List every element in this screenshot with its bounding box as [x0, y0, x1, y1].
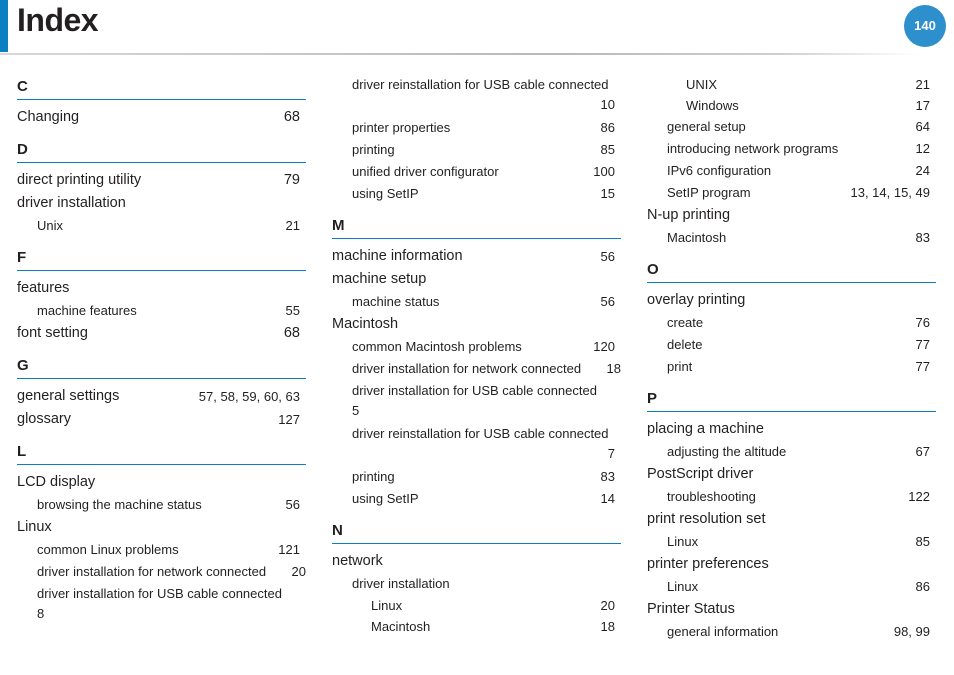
page-ref[interactable]: 15 — [600, 186, 615, 201]
page-ref[interactable]: 14 — [600, 491, 615, 506]
index-subentry-using-setip[interactable]: using SetIP 15 — [332, 183, 621, 205]
page-ref[interactable]: 120 — [593, 339, 615, 354]
index-entry-machine-information[interactable]: machine information 56 — [332, 245, 621, 268]
header-accent-bar — [0, 0, 8, 52]
page-ref[interactable]: 56 — [600, 294, 615, 309]
page-ref[interactable]: 86 — [915, 579, 930, 594]
index-subentry-mac-driver-usb[interactable]: driver installation for USB cable connected — [352, 383, 597, 398]
page-title: Index — [17, 2, 99, 38]
index-subentry-overlay-print[interactable]: print 77 — [647, 356, 936, 378]
index-subentry-general-setup[interactable]: general setup 64 — [647, 116, 936, 138]
index-subentry-adjusting-altitude[interactable]: adjusting the altitude 67 — [647, 441, 936, 463]
index-subentry-troubleshooting[interactable]: troubleshooting 122 — [647, 486, 936, 508]
page-ref[interactable]: 57, 58, 59, 60, 63 — [198, 389, 300, 404]
index-entry-glossary[interactable]: glossary 127 — [17, 408, 306, 431]
index-entry-linux: Linux — [17, 519, 52, 535]
index-subentry-browsing-machine-status[interactable]: browsing the machine status 56 — [17, 494, 306, 516]
page-ref[interactable]: 56 — [285, 497, 300, 512]
index-subentry-network-driver-installation: driver installation — [352, 576, 450, 591]
section-letter-f: F — [17, 245, 306, 271]
index-entry-font-setting[interactable]: font setting 68 — [17, 322, 306, 345]
index-subentry-unix[interactable]: Unix 21 — [17, 215, 306, 237]
index-subentry-n-up-macintosh[interactable]: Macintosh 83 — [647, 227, 936, 249]
section-letter-d: D — [17, 137, 306, 163]
index-entry-macintosh: Macintosh — [332, 316, 399, 332]
section-letter-l: L — [17, 439, 306, 465]
section-letter-m: M — [332, 213, 621, 239]
header-divider — [0, 53, 920, 55]
page-ref[interactable]: 12 — [915, 141, 930, 156]
index-entry-n-up-printing: N-up printing — [647, 207, 731, 223]
index-entry-print-resolution-set: print resolution set — [647, 511, 766, 527]
page-ref[interactable]: 8 — [37, 606, 45, 621]
page-ref[interactable]: 98, 99 — [893, 624, 930, 639]
index-subentry-linux-driver-network[interactable]: driver installation for network connected 20 — [17, 561, 306, 583]
page-ref[interactable]: 20 — [600, 598, 615, 613]
index-subsubentry-network-macintosh[interactable]: Macintosh 18 — [332, 616, 621, 637]
index-entry-general-settings[interactable]: general settings 57, 58, 59, 60, 63 — [17, 385, 306, 408]
index-subentry-ipv6-configuration[interactable]: IPv6 configuration 24 — [647, 160, 936, 182]
page-ref[interactable]: 67 — [915, 444, 930, 459]
page-ref[interactable]: 21 — [915, 77, 930, 92]
section-letter-o: O — [647, 257, 936, 283]
index-entry-printer-preferences: printer preferences — [647, 556, 769, 572]
page-ref[interactable]: 83 — [600, 469, 615, 484]
index-subsubentry-network-linux[interactable]: Linux 20 — [332, 595, 621, 616]
index-subentry-mac-driver-reinstall[interactable]: driver reinstallation for USB cable connected — [352, 426, 609, 441]
index-entry-network: network — [332, 553, 383, 569]
page-ref[interactable]: 21 — [285, 218, 300, 233]
index-subentry-mac-driver-network[interactable]: driver installation for network connected 18 — [332, 358, 621, 380]
index-column-1 — [17, 74, 306, 626]
index-subentry-machine-features[interactable]: machine features 55 — [17, 300, 306, 322]
index-subentry-general-information[interactable]: general information 98, 99 — [647, 621, 936, 643]
index-entry-changing[interactable]: Changing 68 — [17, 106, 306, 129]
page-ref[interactable]: 56 — [600, 249, 615, 264]
index-subentry-overlay-delete[interactable]: delete 77 — [647, 334, 936, 356]
index-subentry-printer-properties[interactable]: printer properties 86 — [332, 117, 621, 139]
index-entry-features: features — [17, 280, 70, 296]
page-ref[interactable]: 127 — [278, 412, 300, 427]
index-entry-lcd-display: LCD display — [17, 474, 96, 490]
page-ref[interactable]: 121 — [278, 542, 300, 557]
index-subentry-common-linux-problems[interactable]: common Linux problems 121 — [17, 539, 306, 561]
index-subentry-unified-driver-configurator[interactable]: unified driver configurator 100 — [332, 161, 621, 183]
index-subentry-machine-status[interactable]: machine status 56 — [332, 291, 621, 313]
index-subsubentry-unix[interactable]: UNIX 21 — [647, 74, 936, 95]
index-subentry-windows-driver-reinstall[interactable]: driver reinstallation for USB cable connected — [352, 77, 609, 92]
index-subentry-introducing-network-programs[interactable]: introducing network programs 12 — [647, 138, 936, 160]
page-ref[interactable]: 79 — [283, 172, 300, 188]
index-entry-direct-printing-utility[interactable]: direct printing utility 79 — [17, 169, 306, 192]
page-ref[interactable]: 85 — [915, 534, 930, 549]
page-ref[interactable]: 10 — [600, 97, 615, 112]
index-entry-machine-setup: machine setup — [332, 271, 427, 287]
index-subentry-preferences-linux[interactable]: Linux 86 — [647, 576, 936, 598]
section-letter-p: P — [647, 386, 936, 412]
page-ref[interactable]: 55 — [285, 303, 300, 318]
page-ref[interactable]: 83 — [915, 230, 930, 245]
index-entry-printer-status: Printer Status — [647, 601, 735, 617]
page-ref[interactable]: 68 — [283, 109, 300, 125]
page-ref[interactable]: 100 — [593, 164, 615, 179]
page-ref[interactable]: 18 — [606, 361, 621, 376]
page-ref[interactable]: 77 — [915, 337, 930, 352]
page-ref[interactable]: 77 — [915, 359, 930, 374]
index-subentry-mac-printing[interactable]: printing 83 — [332, 466, 621, 488]
index-entry-overlay-printing: overlay printing — [647, 292, 746, 308]
index-subsubentry-windows[interactable]: Windows 17 — [647, 95, 936, 116]
index-column-2 — [332, 74, 621, 637]
page-ref[interactable]: 18 — [600, 619, 615, 634]
section-letter-n: N — [332, 518, 621, 544]
page-ref[interactable]: 13, 14, 15, 49 — [850, 185, 930, 200]
index-entry-placing-a-machine: placing a machine — [647, 421, 764, 437]
index-subentry-overlay-create[interactable]: create 76 — [647, 312, 936, 334]
page-ref[interactable]: 122 — [908, 489, 930, 504]
index-subentry-resolution-linux[interactable]: Linux 85 — [647, 531, 936, 553]
index-column-3 — [647, 74, 936, 643]
page-ref[interactable]: 24 — [915, 163, 930, 178]
page-ref[interactable]: 5 — [352, 403, 360, 418]
index-subentry-linux-driver-usb[interactable]: driver installation for USB cable connected — [37, 586, 282, 601]
index-entry-postscript-driver: PostScript driver — [647, 466, 754, 482]
index-entry-driver-installation: driver installation — [17, 195, 126, 211]
index-subentry-setip-program[interactable]: SetIP program 13, 14, 15, 49 — [647, 182, 936, 204]
page-number-badge: 140 — [904, 5, 946, 47]
index-subentry-printing[interactable]: printing 85 — [332, 139, 621, 161]
section-letter-g: G — [17, 353, 306, 379]
page-ref[interactable]: 20 — [291, 564, 306, 579]
page-ref[interactable]: 68 — [283, 325, 300, 341]
page-ref[interactable]: 7 — [607, 446, 615, 461]
page-ref[interactable]: 85 — [600, 142, 615, 157]
index-subentry-mac-using-setip[interactable]: using SetIP 14 — [332, 488, 621, 510]
page-ref[interactable]: 64 — [915, 119, 930, 134]
index-subentry-common-macintosh-problems[interactable]: common Macintosh problems 120 — [332, 336, 621, 358]
section-letter-c: C — [17, 74, 306, 100]
page-ref[interactable]: 17 — [915, 98, 930, 113]
page-ref[interactable]: 76 — [915, 315, 930, 330]
page-ref[interactable]: 86 — [600, 120, 615, 135]
